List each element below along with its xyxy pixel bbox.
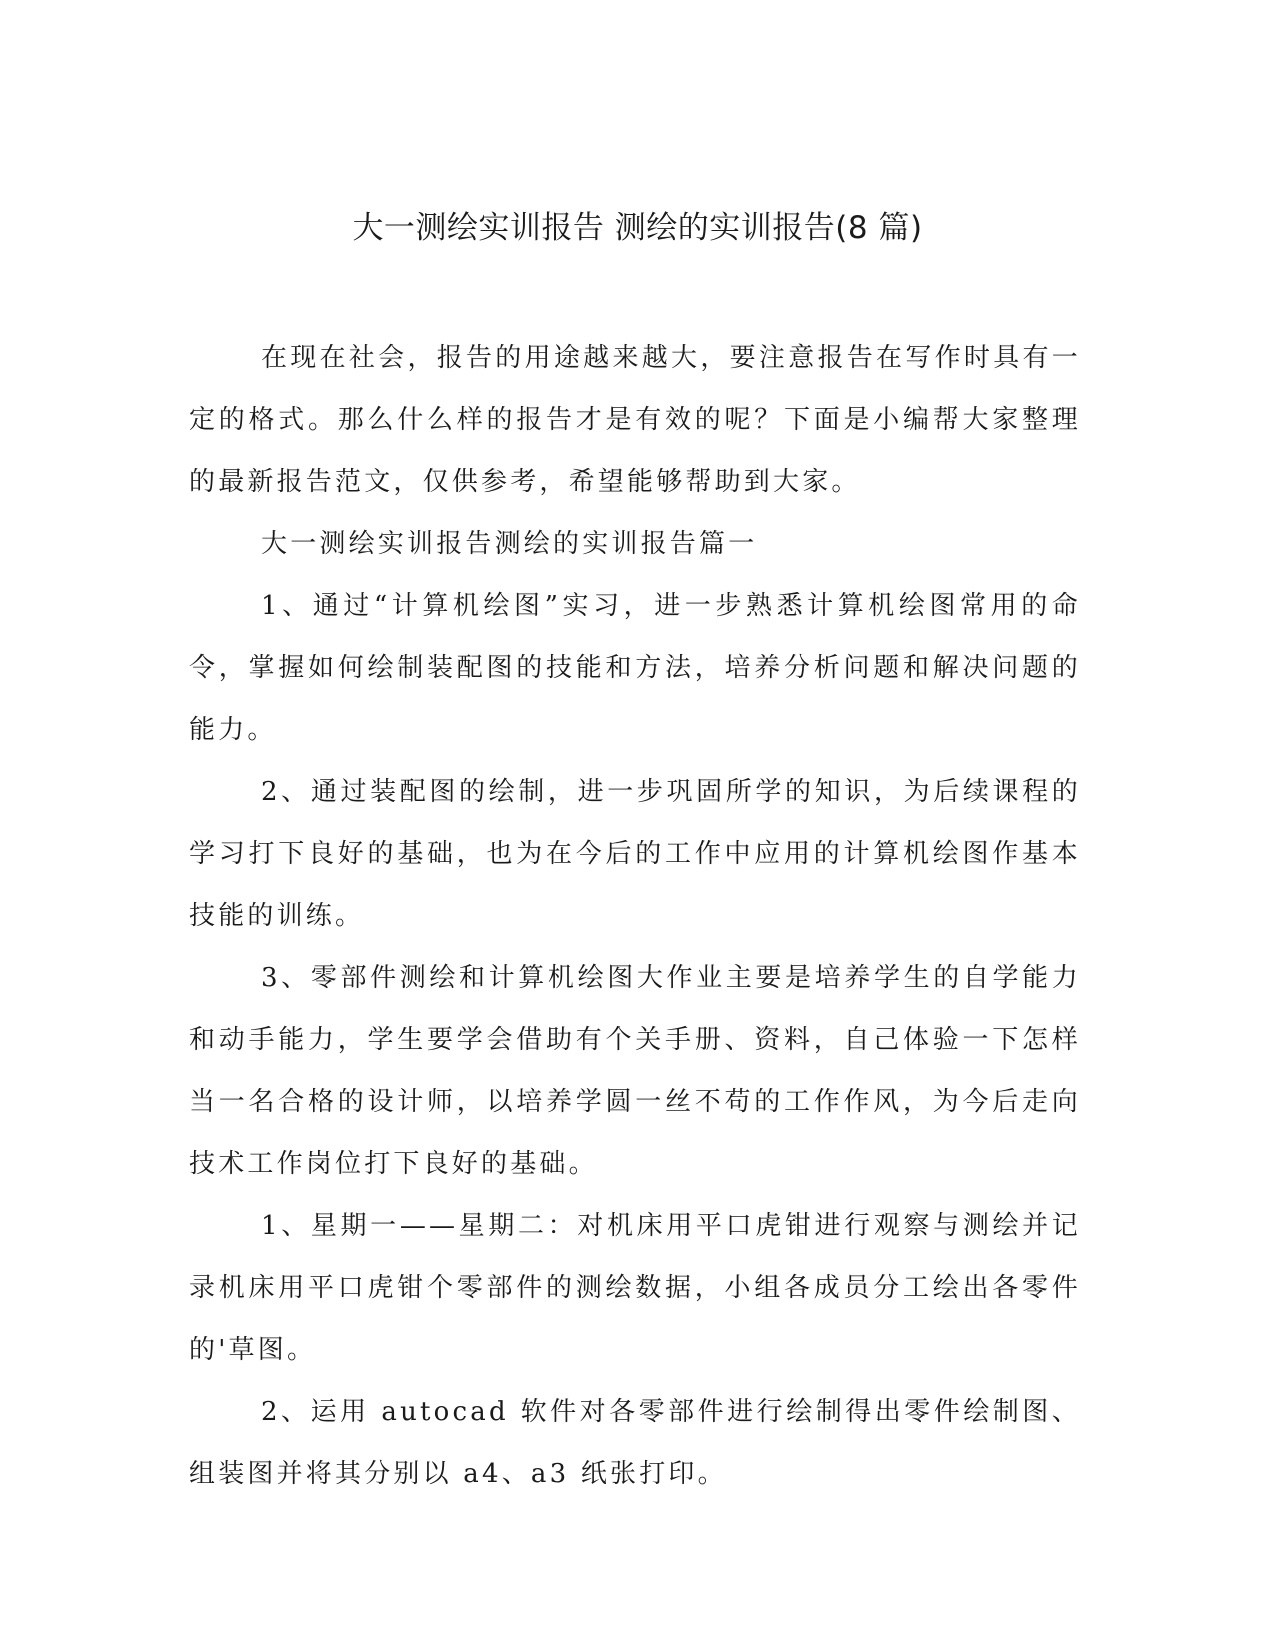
paragraph-item-2: 2、通过装配图的绘制，进一步巩固所学的知识，为后续课程的学习打下良好的基础，也为在今后的工作中应用的计算机绘图作基本技能的训练。 [189,777,1081,931]
paragraph-intro: 在现在社会，报告的用途越来越大，要注意报告在写作时具有一定的格式。那么什么样的报告才是有效的呢？下面是小编帮大家整理的最新报告范文，仅供参考，希望能够帮助到大家。 [189,343,1081,497]
document-body [189,327,1081,1505]
paragraph-item-1: 1、通过“计算机绘图”实习，进一步熟悉计算机绘图常用的命令，掌握如何绘制装配图的技能和方法，培养分析问题和解决问题的能力。 [189,591,1081,745]
section-heading: 大一测绘实训报告测绘的实训报告篇一 [261,529,758,559]
document-title: 大一测绘实训报告 测绘的实训报告(8 篇) [352,210,923,246]
paragraph-schedule-1: 1、星期一——星期二：对机床用平口虎钳进行观察与测绘并记录机床用平口虎钳个零部件的测绘数据，小组各成员分工绘出各零件的'草图。 [189,1211,1081,1365]
paragraph-item-3: 3、零部件测绘和计算机绘图大作业主要是培养学生的自学能力和动手能力，学生要学会借助有个关手册、资料，自己体验一下怎样当一名合格的设计师，以培养学圆一丝不苟的工作作风，为今后走向技术工作岗位打下良好的基础。 [189,963,1081,1179]
paragraph-schedule-2: 2、运用 autocad 软件对各零部件进行绘制得出零件绘制图、组装图并将其分别以 a4、a3 纸张打印。 [189,1397,1081,1489]
